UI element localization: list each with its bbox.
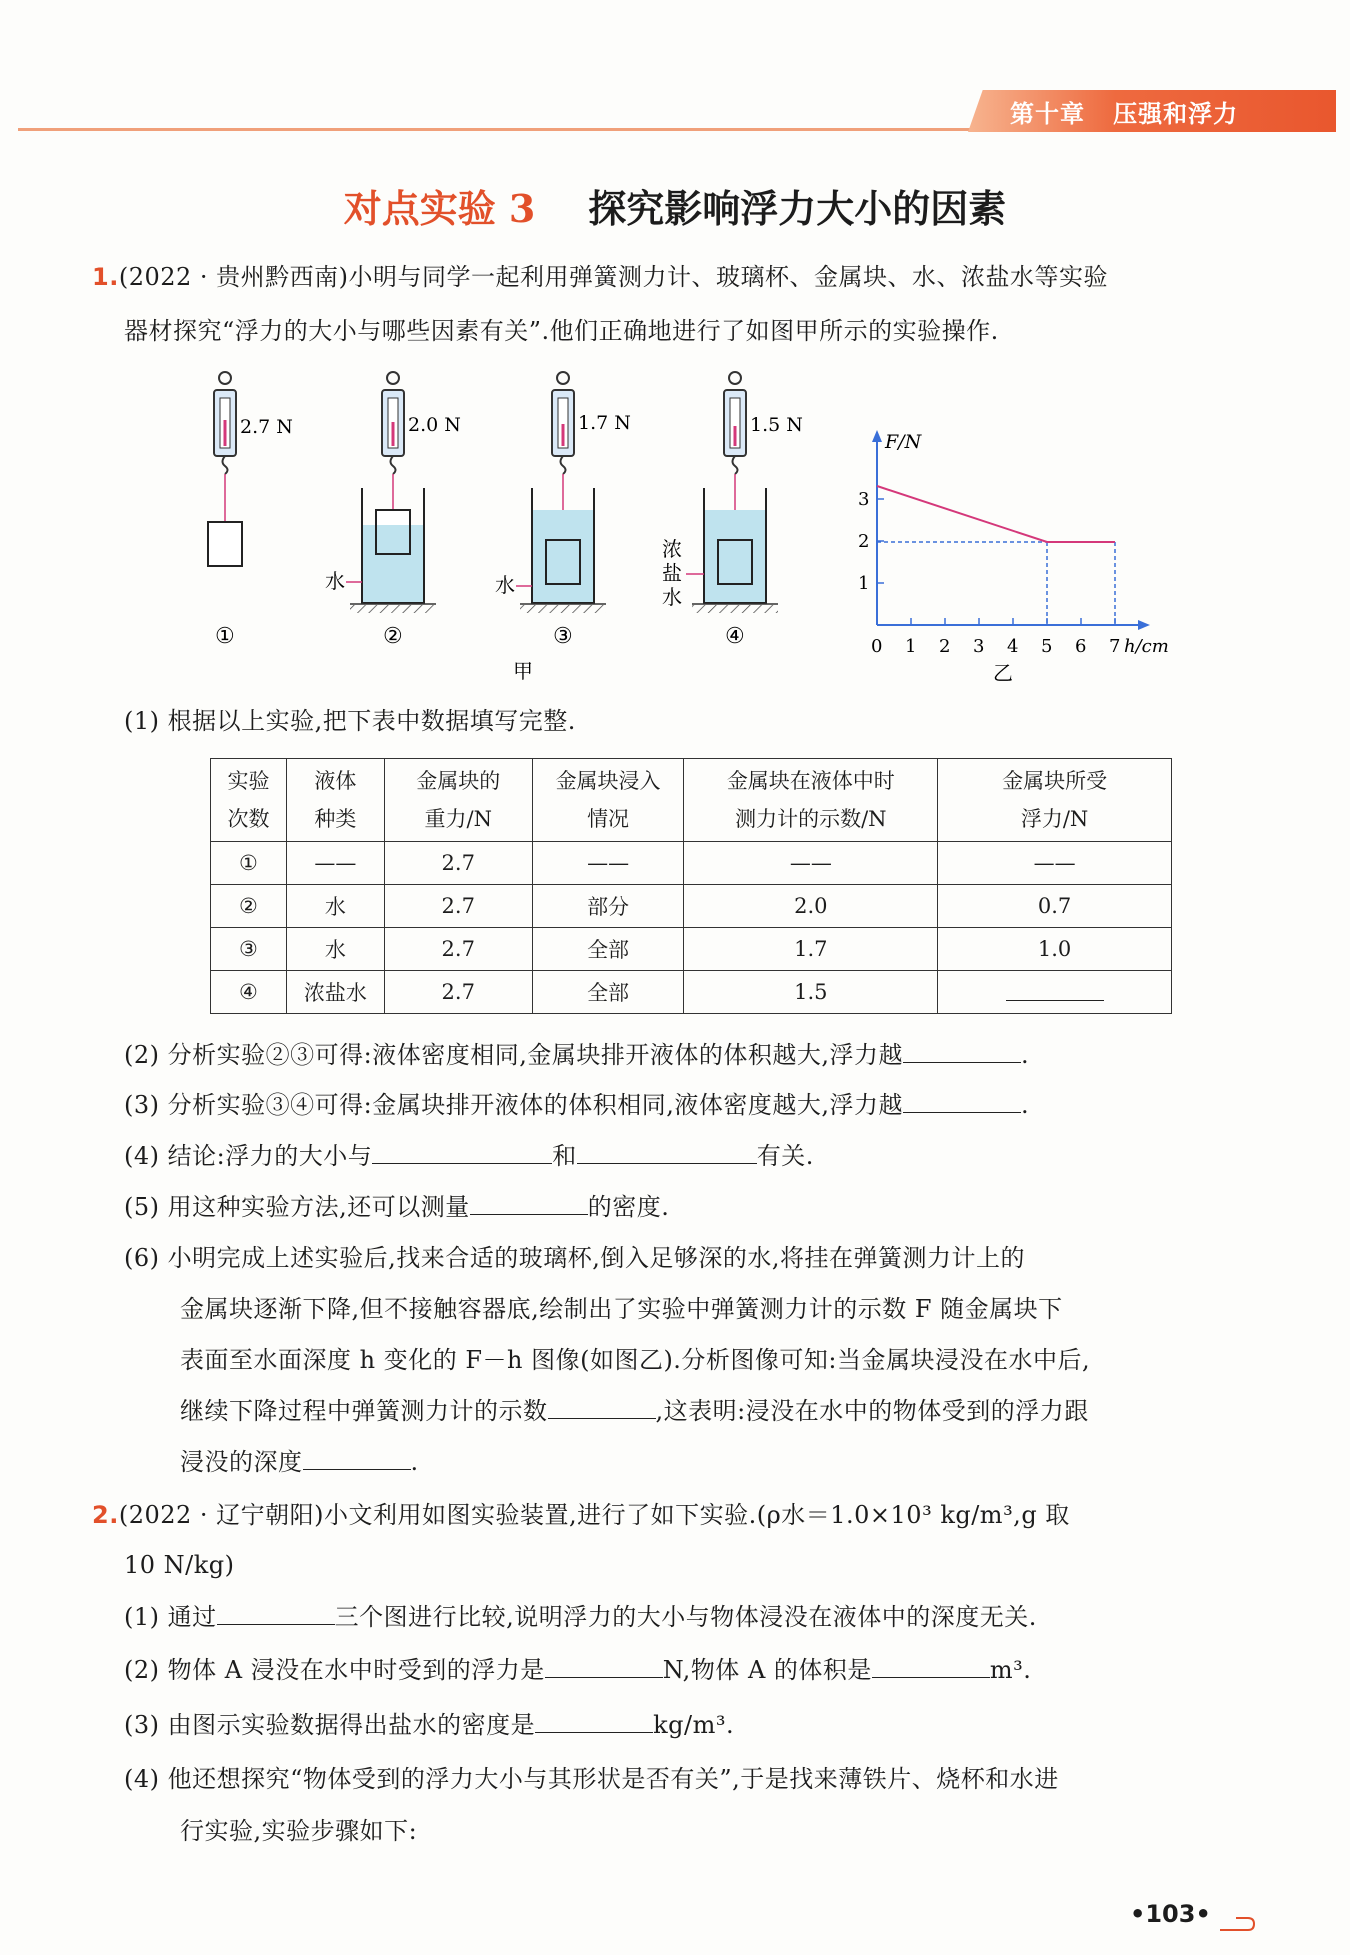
liquid-label-4c: 水 [662,585,682,609]
answer-blank[interactable] [545,1655,663,1678]
q1-sub4: (4) 结论:浮力的大小与 和 有关. [124,1142,814,1170]
q1-number: 1. [92,263,119,291]
q2-sub4-line2: 行实验,实验步骤如下: [180,1817,418,1845]
q1-sub5: (5) 用这种实验方法,还可以测量 的密度. [124,1193,670,1221]
section-title [0,178,1350,233]
q1-sub3: (3) 分析实验③④可得:金属块排开液体的体积相同,液体密度越大,浮力越 . [124,1091,1030,1119]
x-tick-1: 1 [905,636,917,657]
liquid-label-4a: 浓 [662,537,682,561]
q1-sub6-line3: 表面至水面深度 h 变化的 F－h 图像(如图乙).分析图像可知:当金属块浸没在水中后, [180,1346,1091,1374]
section-label: 对点实验 3 [343,186,536,231]
f-h-curve [877,486,1115,542]
figure-caption-jia: 甲 [513,659,533,683]
y-tick-1: 1 [858,573,870,594]
table-row: ② 水 2.7 部分 2.0 0.7 [211,885,1172,928]
q2-sub4-line1: (4) 他还想探究“物体受到的浮力大小与其形状是否有关”,于是找来薄铁片、烧杯和水进 [124,1765,1059,1793]
table-header: 液体 种类 [286,759,384,842]
spring-scale-4 [692,372,778,613]
spring-scale-1 [208,372,242,566]
q2-sub2: (2) 物体 A 浸没在水中时受到的浮力是 N,物体 A 的体积是 m³. [124,1656,1032,1684]
q1-sub2: (2) 分析实验②③可得:液体密度相同,金属块排开液体的体积越大,浮力越 . [124,1041,1030,1069]
q2-sub1: (1) 通过 三个图进行比较,说明浮力的大小与物体浸没在液体中的深度无关. [124,1603,1037,1631]
fig-label-1: ① [215,624,235,649]
table-header: 金属块的 重力/N [384,759,532,842]
reading-2: 2.0 N [408,414,461,436]
figure-jia [180,360,840,690]
y-tick-2: 2 [858,531,870,552]
page-decoration-icon [1218,1910,1258,1934]
x-tick-0: 0 [871,636,883,657]
x-tick-7: 7 [1109,636,1121,657]
q1-sub6-line4: 继续下降过程中弹簧测力计的示数 ,这表明:浸没在水中的物体受到的浮力跟 [180,1397,1089,1425]
table-header: 金属块所受 浮力/N [938,759,1172,842]
answer-blank[interactable] [872,1655,990,1678]
data-table [210,758,1172,1014]
reading-4: 1.5 N [750,414,803,436]
answer-blank[interactable] [548,1396,656,1419]
answer-blank[interactable] [535,1710,653,1733]
x-tick-2: 2 [939,636,951,657]
table-header: 金属块在液体中时 测力计的示数/N [684,759,938,842]
liquid-label-3: 水 [495,573,515,597]
table-header: 金属块浸入 情况 [532,759,684,842]
y-tick-3: 3 [858,489,870,510]
q1-intro-line1: 1.(2022 · 贵州黔西南)小明与同学一起利用弹簧测力计、玻璃杯、金属块、水、浓盐水等实验 [92,263,1109,291]
answer-blank[interactable] [217,1602,335,1625]
q1-sub6-line1: (6) 小明完成上述实验后,找来合适的玻璃杯,倒入足够深的水,将挂在弹簧测力计上的 [124,1244,1026,1272]
answer-blank[interactable] [903,1040,1021,1063]
q1-sub6-line5: 浸没的深度 . [180,1448,419,1476]
y-axis-label: F/N [885,431,922,453]
answer-blank[interactable] [303,1447,411,1470]
spring-scale-2 [350,372,436,613]
liquid-label-4b: 盐 [662,561,682,585]
answer-blank[interactable] [470,1192,588,1215]
graph-caption-yi: 乙 [993,661,1013,685]
fig-label-4: ④ [725,624,745,649]
reading-3: 1.7 N [578,412,631,434]
x-tick-6: 6 [1075,636,1087,657]
x-axis-label: h/cm [1124,636,1169,657]
chapter-title: 压强和浮力 [1113,100,1239,128]
q2-intro-line2: 10 N/kg) [124,1551,235,1579]
q2-intro-line1: 2.(2022 · 辽宁朝阳)小文利用如图实验装置,进行了如下实验.(ρ水＝1.0×10³ kg/m³,g 取 [92,1501,1070,1529]
x-tick-4: 4 [1007,636,1019,657]
graph-yi [850,420,1190,690]
answer-blank[interactable] [577,1141,757,1164]
liquid-label-2: 水 [325,569,345,593]
table-row: ④ 浓盐水 2.7 全部 1.5 [211,971,1172,1014]
table-row: ① —— 2.7 —— —— —— [211,842,1172,885]
x-tick-3: 3 [973,636,985,657]
page-number: •103• [1130,1900,1211,1928]
answer-blank[interactable] [903,1090,1021,1113]
chapter-heading [1010,94,1238,129]
q1-sub1: (1) 根据以上实验,把下表中数据填写完整. [124,707,576,735]
q1-sub6-line2: 金属块逐渐下降,但不接触容器底,绘制出了实验中弹簧测力计的示数 F 随金属块下 [180,1295,1063,1323]
q2-number: 2. [92,1501,119,1529]
x-tick-5: 5 [1041,636,1053,657]
table-header-row [211,759,1172,842]
table-header: 实验 次数 [211,759,287,842]
fig-label-3: ③ [553,624,573,649]
table-row: ③ 水 2.7 全部 1.7 1.0 [211,928,1172,971]
chapter-number: 第十章 [1010,100,1085,128]
q2-sub3: (3) 由图示实验数据得出盐水的密度是 kg/m³. [124,1711,735,1739]
answer-blank-cell[interactable] [938,971,1172,1014]
q1-intro-line2: 器材探究“浮力的大小与哪些因素有关”.他们正确地进行了如图甲所示的实验操作. [124,317,999,345]
section-topic: 探究影响浮力大小的因素 [588,186,1007,231]
answer-blank[interactable] [372,1141,552,1164]
spring-scale-3 [520,372,606,613]
fig-label-2: ② [383,624,403,649]
reading-1: 2.7 N [240,416,293,438]
